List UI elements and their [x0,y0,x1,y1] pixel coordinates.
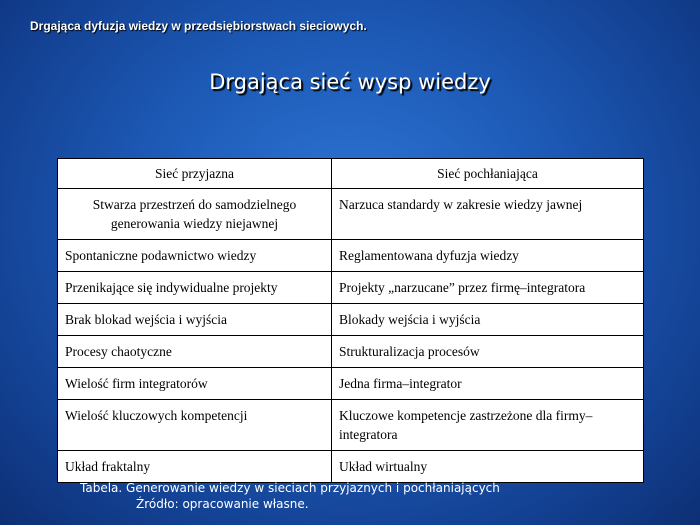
table-cell: Brak blokad wejścia i wyjścia [58,304,332,336]
table-header-row [58,159,644,189]
comparison-table [57,158,644,483]
table-caption [80,480,500,512]
table-cell: Procesy chaotyczne [58,336,332,368]
table-row [58,189,644,240]
table-cell: Wielość firm integratorów [58,368,332,400]
table-cell: Układ fraktalny [58,451,332,483]
column-header: Sieć przyjazna [58,159,332,189]
table-cell: Reglamentowana dyfuzja wiedzy [332,240,644,272]
table-cell: Układ wirtualny [332,451,644,483]
table-cell: Narzuca standardy w zakresie wiedzy jawnej [332,189,644,240]
table-row [58,304,644,336]
table-row [58,400,644,451]
table-row [58,240,644,272]
table-row [58,272,644,304]
table-cell: Przenikające się indywidualne projekty [58,272,332,304]
table-cell: Projekty „narzucane” przez firmę–integratora [332,272,644,304]
caption-title: Tabela. Generowanie wiedzy w sieciach przyjaznych i pochłaniających [80,481,500,495]
table-cell: Blokady wejścia i wyjścia [332,304,644,336]
table-cell: Spontaniczne podawnictwo wiedzy [58,240,332,272]
table-row [58,368,644,400]
slide-title: Drgająca sieć wysp wiedzy [209,70,491,94]
table-cell: Wielość kluczowych kompetencji [58,400,332,451]
caption-source: Źródło: opracowanie własne. [136,497,309,511]
table-cell: Strukturalizacja procesów [332,336,644,368]
table-cell: Jedna firma–integrator [332,368,644,400]
column-header: Sieć pochłaniająca [332,159,644,189]
table-row [58,451,644,483]
table-row [58,336,644,368]
table-cell: Stwarza przestrzeń do samodzielnego generowania wiedzy niejawnej [58,189,332,240]
table-cell: Kluczowe kompetencje zastrzeżone dla firmy–integratora [332,400,644,451]
presentation-header: Drgająca dyfuzja wiedzy w przedsiębiorstwach sieciowych. [30,19,367,33]
